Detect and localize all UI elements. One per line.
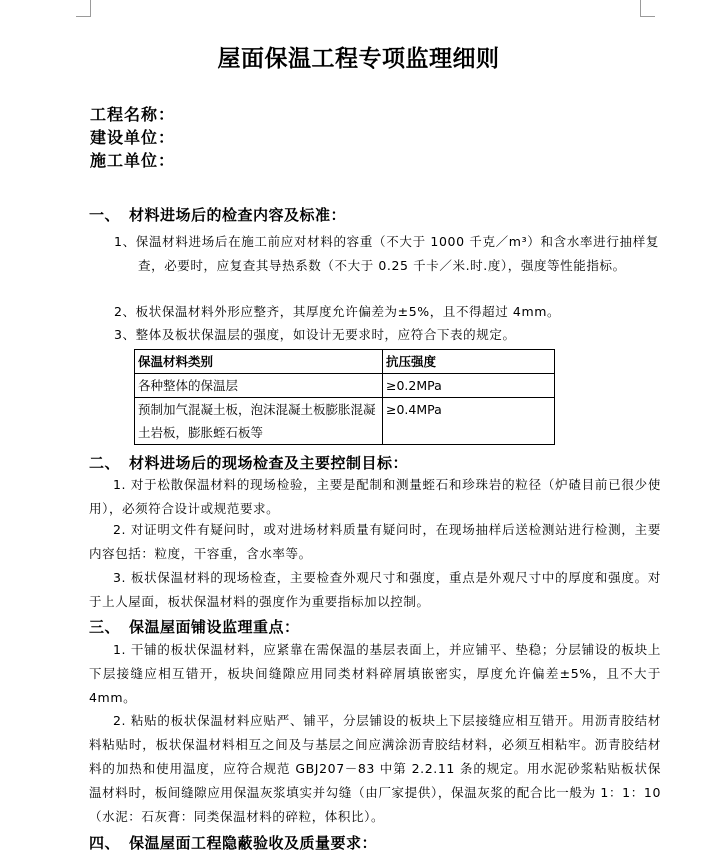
margin-corner-mark <box>640 0 655 17</box>
table-cell: ≥0.4MPa <box>383 398 555 445</box>
table-row <box>135 374 555 398</box>
section-1-heading <box>89 204 346 225</box>
section-title: 材料进场后的现场检查及主要控制目标： <box>129 454 409 472</box>
section-title: 材料进场后的检查内容及标准： <box>129 206 347 224</box>
section-number: 二、 <box>89 454 121 472</box>
table-header-cell: 抗压强度 <box>383 350 555 374</box>
section-2-paragraph-3: 3. 板状保温材料的现场检查，主要检查外观尺寸和强度，重点是外观尺寸中的厚度和强度。对于上人屋面，板状保温材料的强度作为重要指标加以控制。 <box>89 570 661 609</box>
strength-table <box>134 349 555 445</box>
section-number: 三、 <box>89 618 121 636</box>
section-4-heading <box>89 832 377 853</box>
section-2-paragraph-2: 2. 对证明文件有疑问时，或对进场材料质量有疑问时，在现场抽样后送检测站进行检测，主要内容包括：粒度，干容重，含水率等。 <box>89 522 661 561</box>
document-title: 屋面保温工程专项监理细则 <box>217 46 500 72</box>
section-3-heading <box>89 616 300 637</box>
section-title: 保温屋面工程隐蔽验收及质量要求： <box>129 834 378 852</box>
project-name-label: 工程名称： <box>90 105 176 124</box>
section-3-paragraph-1: 1. 干铺的板状保温材料，应紧靠在需保温的基层表面上，并应铺平、垫稳；分层铺设的板块上下层接缝应相互错开，板块间缝隙应用同类材料碎屑填嵌密实，厚度允许偏差±5%，且不大于 4mm。 <box>89 642 661 705</box>
contractor-label: 施工单位： <box>90 151 176 170</box>
table-row <box>135 398 555 445</box>
table-cell: ≥0.2MPa <box>383 374 555 398</box>
section-number: 一、 <box>89 206 121 224</box>
section-1-item-2: 2、板状保温材料外形应整齐，其厚度允许偏差为±5%，且不得超过 4mm。 <box>114 304 561 319</box>
table-header-cell: 保温材料类别 <box>135 350 383 374</box>
section-2-paragraph-1: 1. 对于松散保温材料的现场检验，主要是配制和测量蛭石和珍珠岩的粒径（炉碴目前已很少使用），必须符合设计或规范要求。 <box>89 477 661 516</box>
table-cell: 预制加气混凝土板，泡沫混凝土板膨胀混凝土岩板，膨胀蛭石板等 <box>135 398 383 445</box>
section-1-item-3: 3、整体及板状保温层的强度，如设计无要求时，应符合下表的规定。 <box>114 327 516 342</box>
section-number: 四、 <box>89 834 121 852</box>
client-label: 建设单位： <box>90 128 176 147</box>
section-1-item-1: 1、保温材料进场后在施工前应对材料的容重（不大于 1000 千克／m³）和含水率进行抽样复查，必要时，应复查其导热系数（不大于 0.25 千卡／米.时.度），强度等性能指标。 <box>114 234 659 273</box>
section-2-heading <box>89 452 408 473</box>
section-title: 保温屋面铺设监理重点： <box>129 618 300 636</box>
section-3-paragraph-2: 2. 粘贴的板状保温材料应贴严、铺平，分层铺设的板块上下层接缝应相互错开。用沥青胶结材料粘贴时，板状保温材料相互之间及与基层之间应满涂沥青胶结材料，必须互相粘牢。沥青胶结材料的加热和使用温度，应符合规范 GBJ207－83 中第 2.2.11 条的规定。用水泥砂浆粘贴板状保温材料时，板间缝隙应用保温灰浆填实并勾缝（由厂家提供），保温灰浆的配合比一般为 1：1：10（水泥：石灰膏：同类保温材料的碎粒，体积比）。 <box>89 713 661 824</box>
table-cell: 各种整体的保温层 <box>135 374 383 398</box>
table-header-row <box>135 350 555 374</box>
margin-corner-mark <box>76 0 91 17</box>
